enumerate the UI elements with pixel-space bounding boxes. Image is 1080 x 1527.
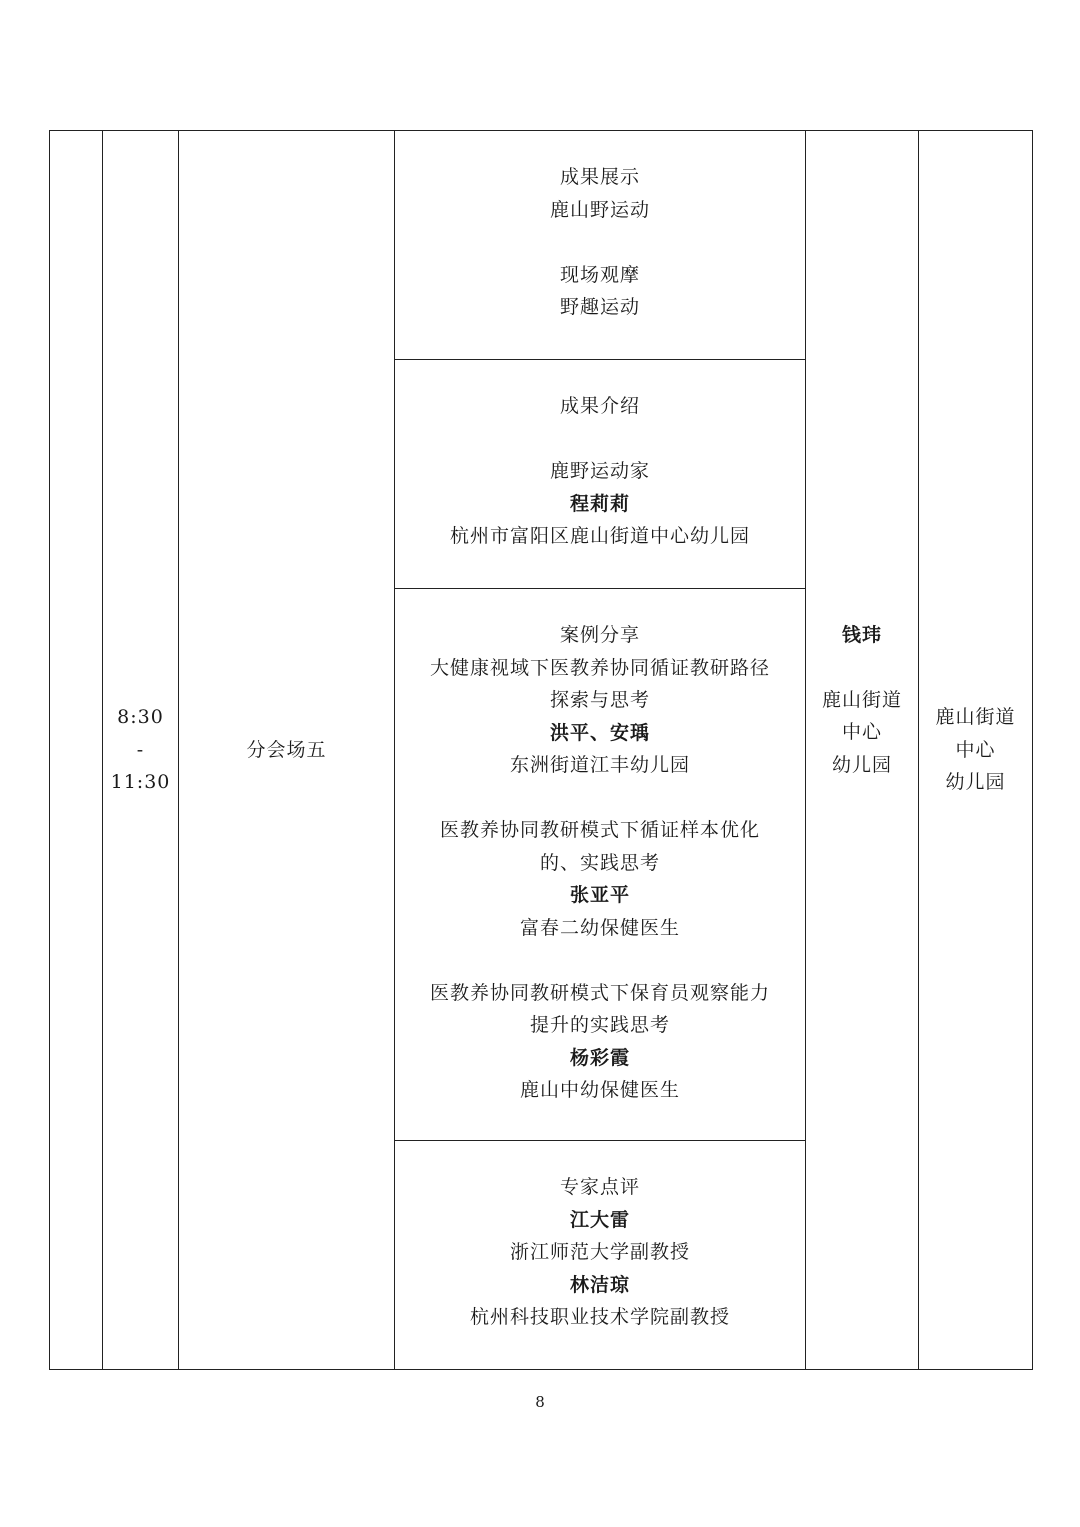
- time-end: 11:30: [110, 771, 171, 794]
- intro-org: 杭州市富阳区鹿山街道中心幼儿园: [449, 525, 750, 547]
- time-cell: [103, 131, 179, 1370]
- location-line1: 鹿山街道: [935, 706, 1016, 729]
- display-heading: 成果展示: [559, 166, 640, 188]
- case-title-line2: 探索与思考: [549, 689, 650, 711]
- location-line2: 中心: [955, 738, 996, 761]
- time-sep: -: [136, 738, 145, 761]
- case-speaker: 洪平、安瑀: [549, 721, 650, 744]
- case-org: 富春二幼保健医生: [519, 916, 680, 939]
- blank-cell: [50, 131, 103, 1370]
- time-start: 8:30: [117, 706, 164, 729]
- cases-cell: [395, 589, 806, 1141]
- page-number: 8: [535, 1393, 545, 1411]
- intro-speaker: 程莉莉: [569, 492, 630, 515]
- host-name: 钱玮: [841, 623, 882, 646]
- schedule-table: [49, 130, 1033, 1370]
- host-org-line2: 中心: [841, 721, 882, 744]
- display-cell: [395, 131, 806, 360]
- host-org-line3: 幼儿园: [831, 753, 892, 776]
- host-org-line1: 鹿山街道: [821, 688, 902, 711]
- intro-cell: [395, 360, 806, 589]
- expert-org-1: 浙江师范大学副教授: [509, 1241, 690, 1263]
- case-title-line1: 医教养协同教研模式下循证样本优化: [439, 819, 760, 841]
- review-heading: 专家点评: [559, 1176, 640, 1198]
- expert-name-1: 江大雷: [569, 1208, 630, 1231]
- review-cell: [395, 1141, 806, 1370]
- case-speaker: 杨彩霞: [569, 1046, 630, 1069]
- case-org: 鹿山中幼保健医生: [519, 1079, 680, 1101]
- intro-title: 鹿野运动家: [549, 460, 650, 482]
- location-cell: [919, 131, 1033, 1370]
- venue-cell: [179, 131, 395, 1370]
- cases-heading: 案例分享: [559, 624, 640, 646]
- case-org: 东洲街道江丰幼儿园: [509, 754, 690, 776]
- expert-name-2: 林洁琼: [569, 1273, 630, 1296]
- location-line3: 幼儿园: [945, 771, 1006, 794]
- case-title-line2: 的、实践思考: [539, 851, 660, 874]
- intro-heading: 成果介绍: [559, 395, 640, 417]
- case-title-line2: 提升的实践思考: [529, 1014, 670, 1036]
- case-title-line1: 医教养协同教研模式下保育员观察能力: [429, 981, 770, 1004]
- case-speaker: 张亚平: [569, 884, 630, 906]
- venue-name: 分会场五: [246, 738, 327, 761]
- expert-org-2: 杭州科技职业技术学院副教授: [469, 1306, 730, 1328]
- display-heading-2: 现场观摩: [559, 263, 640, 286]
- case-title-line1: 大健康视域下医教养协同循证教研路径: [429, 656, 770, 679]
- display-title: 鹿山野运动: [549, 198, 650, 221]
- display-title-2: 野趣运动: [559, 296, 640, 318]
- host-cell: [806, 131, 919, 1370]
